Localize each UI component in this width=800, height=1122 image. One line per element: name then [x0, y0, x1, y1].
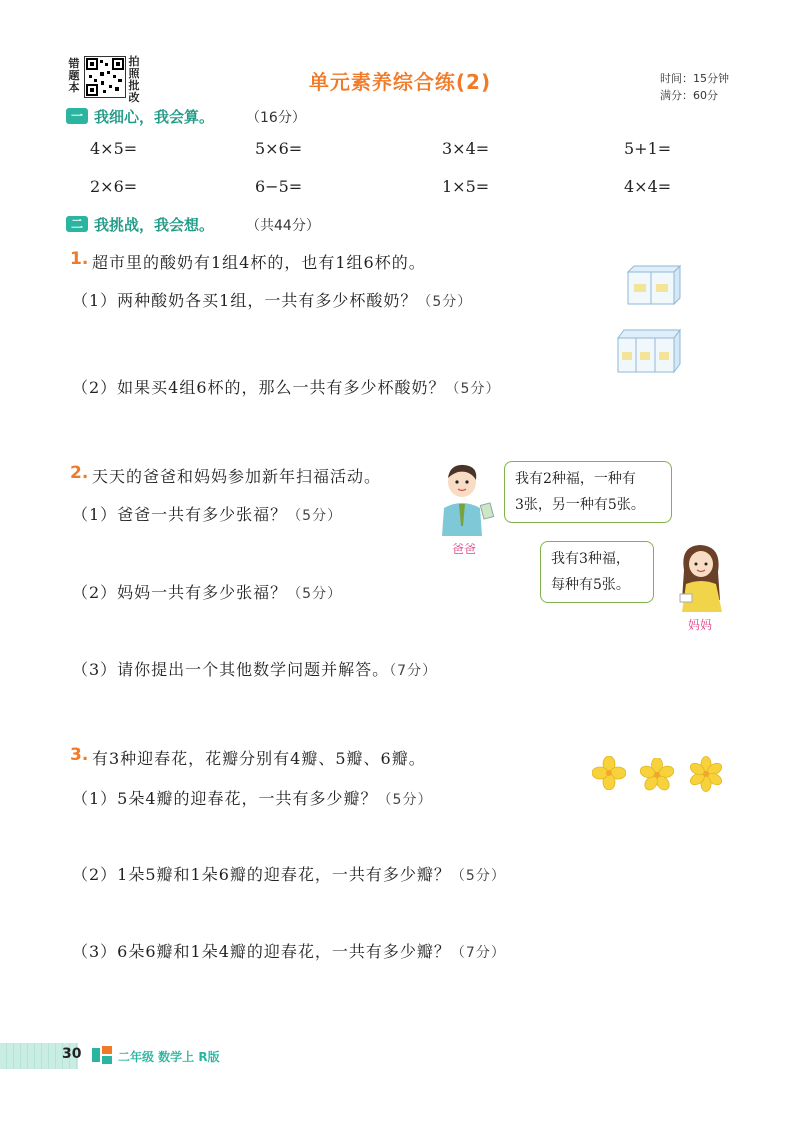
points: （7分） [389, 663, 438, 679]
question-text: 超市里的酸奶有1组4杯的，也有1组6杯的。 [92, 253, 426, 272]
question-text: 天天的爸爸和妈妈参加新年扫福活动。 [92, 467, 382, 486]
points: （5分） [377, 792, 433, 808]
sub-question: （3）6朵6瓣和1朵4瓣的迎春花，一共有多少瓣？（7分） [72, 942, 506, 961]
footer-book-info: 二年级 数学上 R版 [118, 1050, 220, 1064]
sub-question: （2）1朵5瓣和1朵6瓣的迎春花，一共有多少瓣？（5分） [72, 865, 506, 884]
question-text: 有3种迎春花，花瓣分别有4瓣、5瓣、6瓣。 [92, 749, 426, 768]
points: （5分） [450, 868, 506, 884]
calc-problem: 5×6= [255, 139, 303, 158]
sub-question: （1）爸爸一共有多少张福？（5分） [72, 505, 343, 524]
photo-grading-label: 拍照批改 [128, 55, 140, 104]
points: （5分） [287, 508, 343, 524]
mom-label: 妈妈 [688, 618, 713, 632]
question-number: 2. [70, 463, 89, 483]
page-number: 30 [62, 1046, 82, 1062]
points: （5分） [417, 294, 473, 310]
dad-illustration [432, 460, 502, 542]
section-badge: 二 [66, 216, 88, 232]
time-limit: 时间：15分钟 [660, 72, 729, 85]
footer-logo-icon [90, 1044, 116, 1070]
flower-5-petal-icon [640, 758, 674, 796]
flower-6-petal-icon [688, 756, 724, 796]
points: （7分） [450, 945, 506, 961]
mom-illustration [670, 540, 730, 618]
points: （5分） [445, 381, 501, 397]
wrong-question-book-label: 错题本 [68, 57, 80, 94]
calc-problem: 4×4= [624, 177, 672, 196]
flower-4-petal-icon [592, 756, 626, 794]
calc-problem: 5+1= [624, 139, 672, 158]
section-title: 我挑战，我会想。 [94, 216, 215, 234]
full-score: 满分：60分 [660, 89, 718, 102]
calc-problem: 1×5= [442, 177, 490, 196]
points: （5分） [287, 586, 343, 602]
question-number: 1. [70, 249, 89, 269]
sub-question: （1）两种酸奶各买1组，一共有多少杯酸奶？（5分） [72, 291, 473, 310]
section-title: 我细心，我会算。 [94, 108, 215, 126]
calc-problem: 3×4= [442, 139, 490, 158]
sub-question: （3）请你提出一个其他数学问题并解答。（7分） [72, 660, 438, 679]
section-score: （共44分） [246, 218, 320, 234]
sub-question: （2）如果买4组6杯的，那么一共有多少杯酸奶？（5分） [72, 378, 501, 397]
calc-problem: 4×5= [90, 139, 138, 158]
mom-speech-bubble: 我有3种福， 每种有5张。 [540, 541, 654, 603]
yogurt-6-cups-icon [612, 326, 684, 380]
page-title: 单元素养综合练(2) [308, 70, 492, 94]
section-score: （16分） [246, 110, 306, 126]
dad-label: 爸爸 [452, 542, 477, 556]
question-number: 3. [70, 745, 89, 765]
section-badge: 一 [66, 108, 88, 124]
sub-question: （2）妈妈一共有多少张福？（5分） [72, 583, 343, 602]
sub-question: （1）5朵4瓣的迎春花，一共有多少瓣？（5分） [72, 789, 433, 808]
calc-problem: 2×6= [90, 177, 138, 196]
dad-speech-bubble: 我有2种福，一种有 3张，另一种有5张。 [504, 461, 672, 523]
calc-problem: 6−5= [255, 177, 303, 196]
yogurt-4-cups-icon [622, 262, 684, 312]
